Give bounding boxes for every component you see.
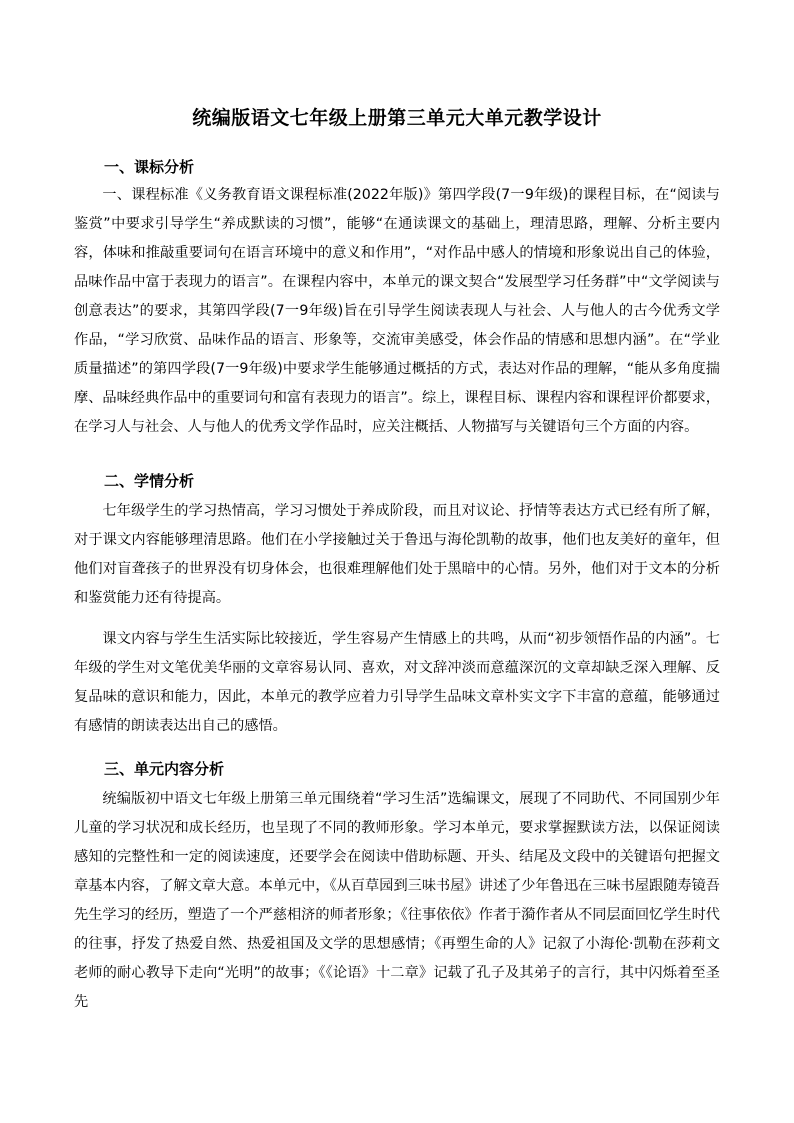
section-heading-learners: 二、学情分析 — [104, 472, 195, 490]
document-title: 统编版语文七年级上册第三单元大单元教学设计 — [192, 107, 602, 129]
section-heading-curriculum: 一、课标分析 — [104, 158, 195, 176]
section-heading-unit-content: 三、单元内容分析 — [104, 760, 225, 778]
paragraph-unit-content: 统编版初中语文七年级上册第三单元围绕着“学习生活”选编课文，展现了不同助代、不同国别少年儿童的学习状况和成长经历，也呈现了不同的教师形象。学习本单元，要求掌握默读方法，以保证阅读感知的完整性和一定的阅读速度，还要学会在阅读中借助标题、开头、结尾及文段中的关键语句把握文章基本内容，了解文章大意。本单元中，《从百草园到三味书屋》讲述了少年鲁迅在三味书屋跟随寿镜吾先生学习的经历，塑造了一个严慈相济的师者形象；《往事依依》作者于漪作者从不同层面回忆学生时代的往事，抒发了热爱自然、热爱祖国及文学的思想感情；《再塑生命的人》记叙了小海伦·凯勒在莎莉文老师的耐心教导下走向“光明”的故事；《《论语》十二章》记载了孔子及其弟子的言行，其中闪烁着至圣先 — [74, 791, 720, 1010]
paragraph-learners-2: 课文内容与学生生活实际比较接近，学生容易产生情感上的共鸣，从而“初步领悟作品的内涵”。七年级的学生对文笔优美华丽的文章容易认同、喜欢，对文辞冲淡而意蕴深沉的文章却缺乏深入理解、反复品味的意识和能力，因此，本单元的教学应着力引导学生品味文章朴实文字下丰富的意蕴，能够通过有感情的朗读表达出自己的感悟。 — [74, 631, 720, 734]
paragraph-curriculum: 一、课程标准《义务教育语文课程标准(2022年版)》第四学段(7一9年级)的课程目标，在“阅读与鉴赏”中要求引导学生“养成默读的习惯”，能够“在通读课文的基础上，理清思路，理解、分析主要内容，体味和推敲重要词句在语言环境中的意义和作用”，“对作品中感人的情境和形象说出自己的体验，品味作品中富于表现力的语言”。在课程内容中，本单元的课文契合“发展型学习任务群”中“文学阅读与创意表达”的要求，其第四学段(7一9年级)旨在引导学生阅读表现人与社会、人与他人的古今优秀文学作品，“学习欣赏、品味作品的语言、形象等，交流审美感受，体会作品的情感和思想内涵”。在“学业质量描述”的第四学段(7一9年级)中要求学生能够通过概括的方式，表达对作品的理解，“能从多角度揣摩、品味经典作品中的重要词句和富有表现力的语言”。综上，课程目标、课程内容和课程评价都要求，在学习人与社会、人与他人的优秀文学作品时，应关注概括、人物描写与关键语句三个方面的内容。 — [74, 187, 720, 435]
paragraph-learners-1: 七年级学生的学习热情高，学习习惯处于养成阶段，而且对议论、抒情等表达方式已经有所了解，对于课文内容能够理清思路。他们在小学接触过关于鲁迅与海伦凯勒的故事，他们也友美好的童年，但他们对盲聋孩子的世界没有切身体会，也很难理解他们处于黑暗中的心情。另外，他们对于文本的分析和鉴赏能力还有待提高。 — [74, 503, 720, 606]
